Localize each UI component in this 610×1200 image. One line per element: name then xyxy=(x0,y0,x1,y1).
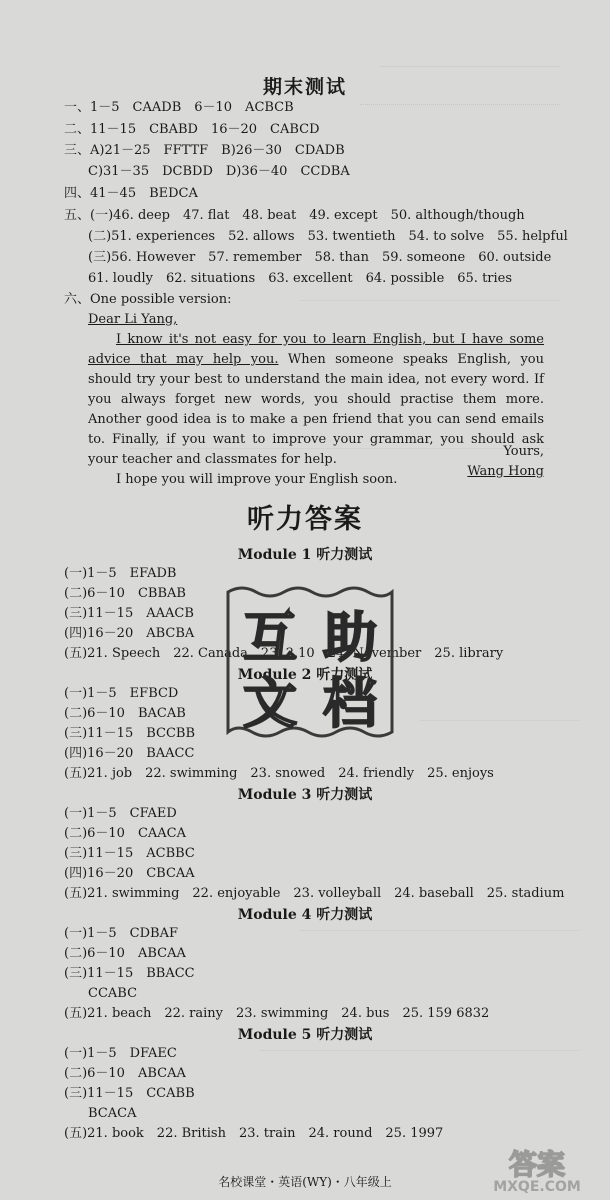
module-5-line-1: (一)1－5 DFAEC xyxy=(64,1046,177,1061)
module-5-line-3: (三)11－15 CCABB xyxy=(64,1086,195,1101)
exam-line-6: 五、(一)46. deep 47. flat 48. beat 49. except 50. although/though xyxy=(64,208,525,223)
exam-line-3: 三、A)21－25 FFTTF B)26－30 CDADB xyxy=(64,143,345,158)
page-footer: 名校课堂・英语(WY)・八年级上 xyxy=(218,1175,392,1189)
module-5-line-2: (二)6－10 ABCAA xyxy=(64,1066,186,1081)
module-4-title: Module 4 听力测试 xyxy=(237,907,373,923)
essay-paragraph-1 xyxy=(88,330,544,470)
watermark-logo xyxy=(472,1144,602,1194)
module-1-title: Module 1 听力测试 xyxy=(237,547,373,563)
module-5-title: Module 5 听力测试 xyxy=(237,1027,373,1043)
essay-underlined-sentence: I know it's not easy for you to learn English, but I have some advice that may help you. xyxy=(88,332,544,367)
module-4-line-5: (五)21. beach 22. rainy 23. swimming 24. bus 25. 159 6832 xyxy=(64,1006,490,1021)
module-2-line-3: (三)11－15 BCCBB xyxy=(64,726,196,741)
seal-char-4: 档 xyxy=(323,672,377,735)
module-2-title: Module 2 听力测试 xyxy=(237,667,373,683)
essay-paragraph-1-rest: When someone speaks English, you should try your best to understand the main idea, not every word. If you always forget new words, you should practise them more. Another good idea is to make a pen friend that you can send emails to. Finally, if you want to improve your grammar, you should ask your teacher and classmates for help. xyxy=(88,352,545,467)
seal-char-1: 互 xyxy=(243,606,297,669)
module-4-line-1: (一)1－5 CDBAF xyxy=(64,926,179,941)
exam-line-9: 61. loudly 62. situations 63. excellent 64. possible 65. tries xyxy=(88,271,513,286)
module-1-line-4: (四)16－20 ABCBA xyxy=(64,626,195,641)
module-5-line-5: (五)21. book 22. British 23. train 24. round 25. 1997 xyxy=(64,1126,444,1141)
module-1-line-3: (三)11－15 AAACB xyxy=(64,606,194,621)
module-4-line-4: CCABC xyxy=(88,986,138,1001)
listening-title: 听力答案 xyxy=(247,504,363,535)
exam-line-8: (三)56. However 57. remember 58. than 59. someone 60. outside xyxy=(88,250,552,265)
module-2-line-5: (五)21. job 22. swimming 23. snowed 24. friendly 25. enjoys xyxy=(64,766,494,781)
exam-line-10: 六、One possible version: xyxy=(64,292,232,307)
seal-char-2: 助 xyxy=(323,606,377,669)
module-1-line-2: (二)6－10 CBBAB xyxy=(64,586,186,601)
essay-greeting: Dear Li Yang, xyxy=(88,312,178,327)
module-3-title: Module 3 听力测试 xyxy=(237,787,373,803)
seal-stamp xyxy=(222,582,398,742)
exam-line-1: 一、1－5 CAADB 6－10 ACBCB xyxy=(64,100,294,115)
module-2-line-4: (四)16－20 BAACC xyxy=(64,746,195,761)
module-4-line-2: (二)6－10 ABCAA xyxy=(64,946,186,961)
module-2-line-1: (一)1－5 EFBCD xyxy=(64,686,179,701)
module-4-line-3: (三)11－15 BBACC xyxy=(64,966,195,981)
watermark-chars: 答案 xyxy=(508,1148,566,1181)
exam-line-4: C)31－35 DCBDD D)36－40 CCDBA xyxy=(88,164,350,179)
module-3-line-3: (三)11－15 ACBBC xyxy=(64,846,195,861)
module-3-line-1: (一)1－5 CFAED xyxy=(64,806,177,821)
essay-paragraph-2: I hope you will improve your English soon. xyxy=(116,472,398,487)
module-2-line-2: (二)6－10 BACAB xyxy=(64,706,186,721)
seal-char-3: 文 xyxy=(243,672,297,735)
essay-signature: Wang Hong xyxy=(467,464,544,479)
exam-line-7: (二)51. experiences 52. allows 53. twentieth 54. to solve 55. helpful xyxy=(88,229,568,244)
module-1-line-5: (五)21. Speech 22. Canada 23. 2,10 24. November 25. library xyxy=(64,646,504,661)
module-1-line-1: (一)1－5 EFADB xyxy=(64,566,177,581)
exam-title: 期末测试 xyxy=(262,76,347,98)
module-3-line-4: (四)16－20 CBCAA xyxy=(64,866,195,881)
module-5-line-4: BCACA xyxy=(88,1106,137,1121)
watermark-url: MXQE.COM xyxy=(493,1179,581,1194)
module-3-line-2: (二)6－10 CAACA xyxy=(64,826,187,841)
module-3-line-5: (五)21. swimming 22. enjoyable 23. volleyball 24. baseball 25. stadium xyxy=(64,886,565,901)
essay-closing: Yours, xyxy=(503,444,544,459)
exam-line-5: 四、41－45 BEDCA xyxy=(64,186,198,201)
exam-line-2: 二、11－15 CBABD 16－20 CABCD xyxy=(64,122,320,137)
